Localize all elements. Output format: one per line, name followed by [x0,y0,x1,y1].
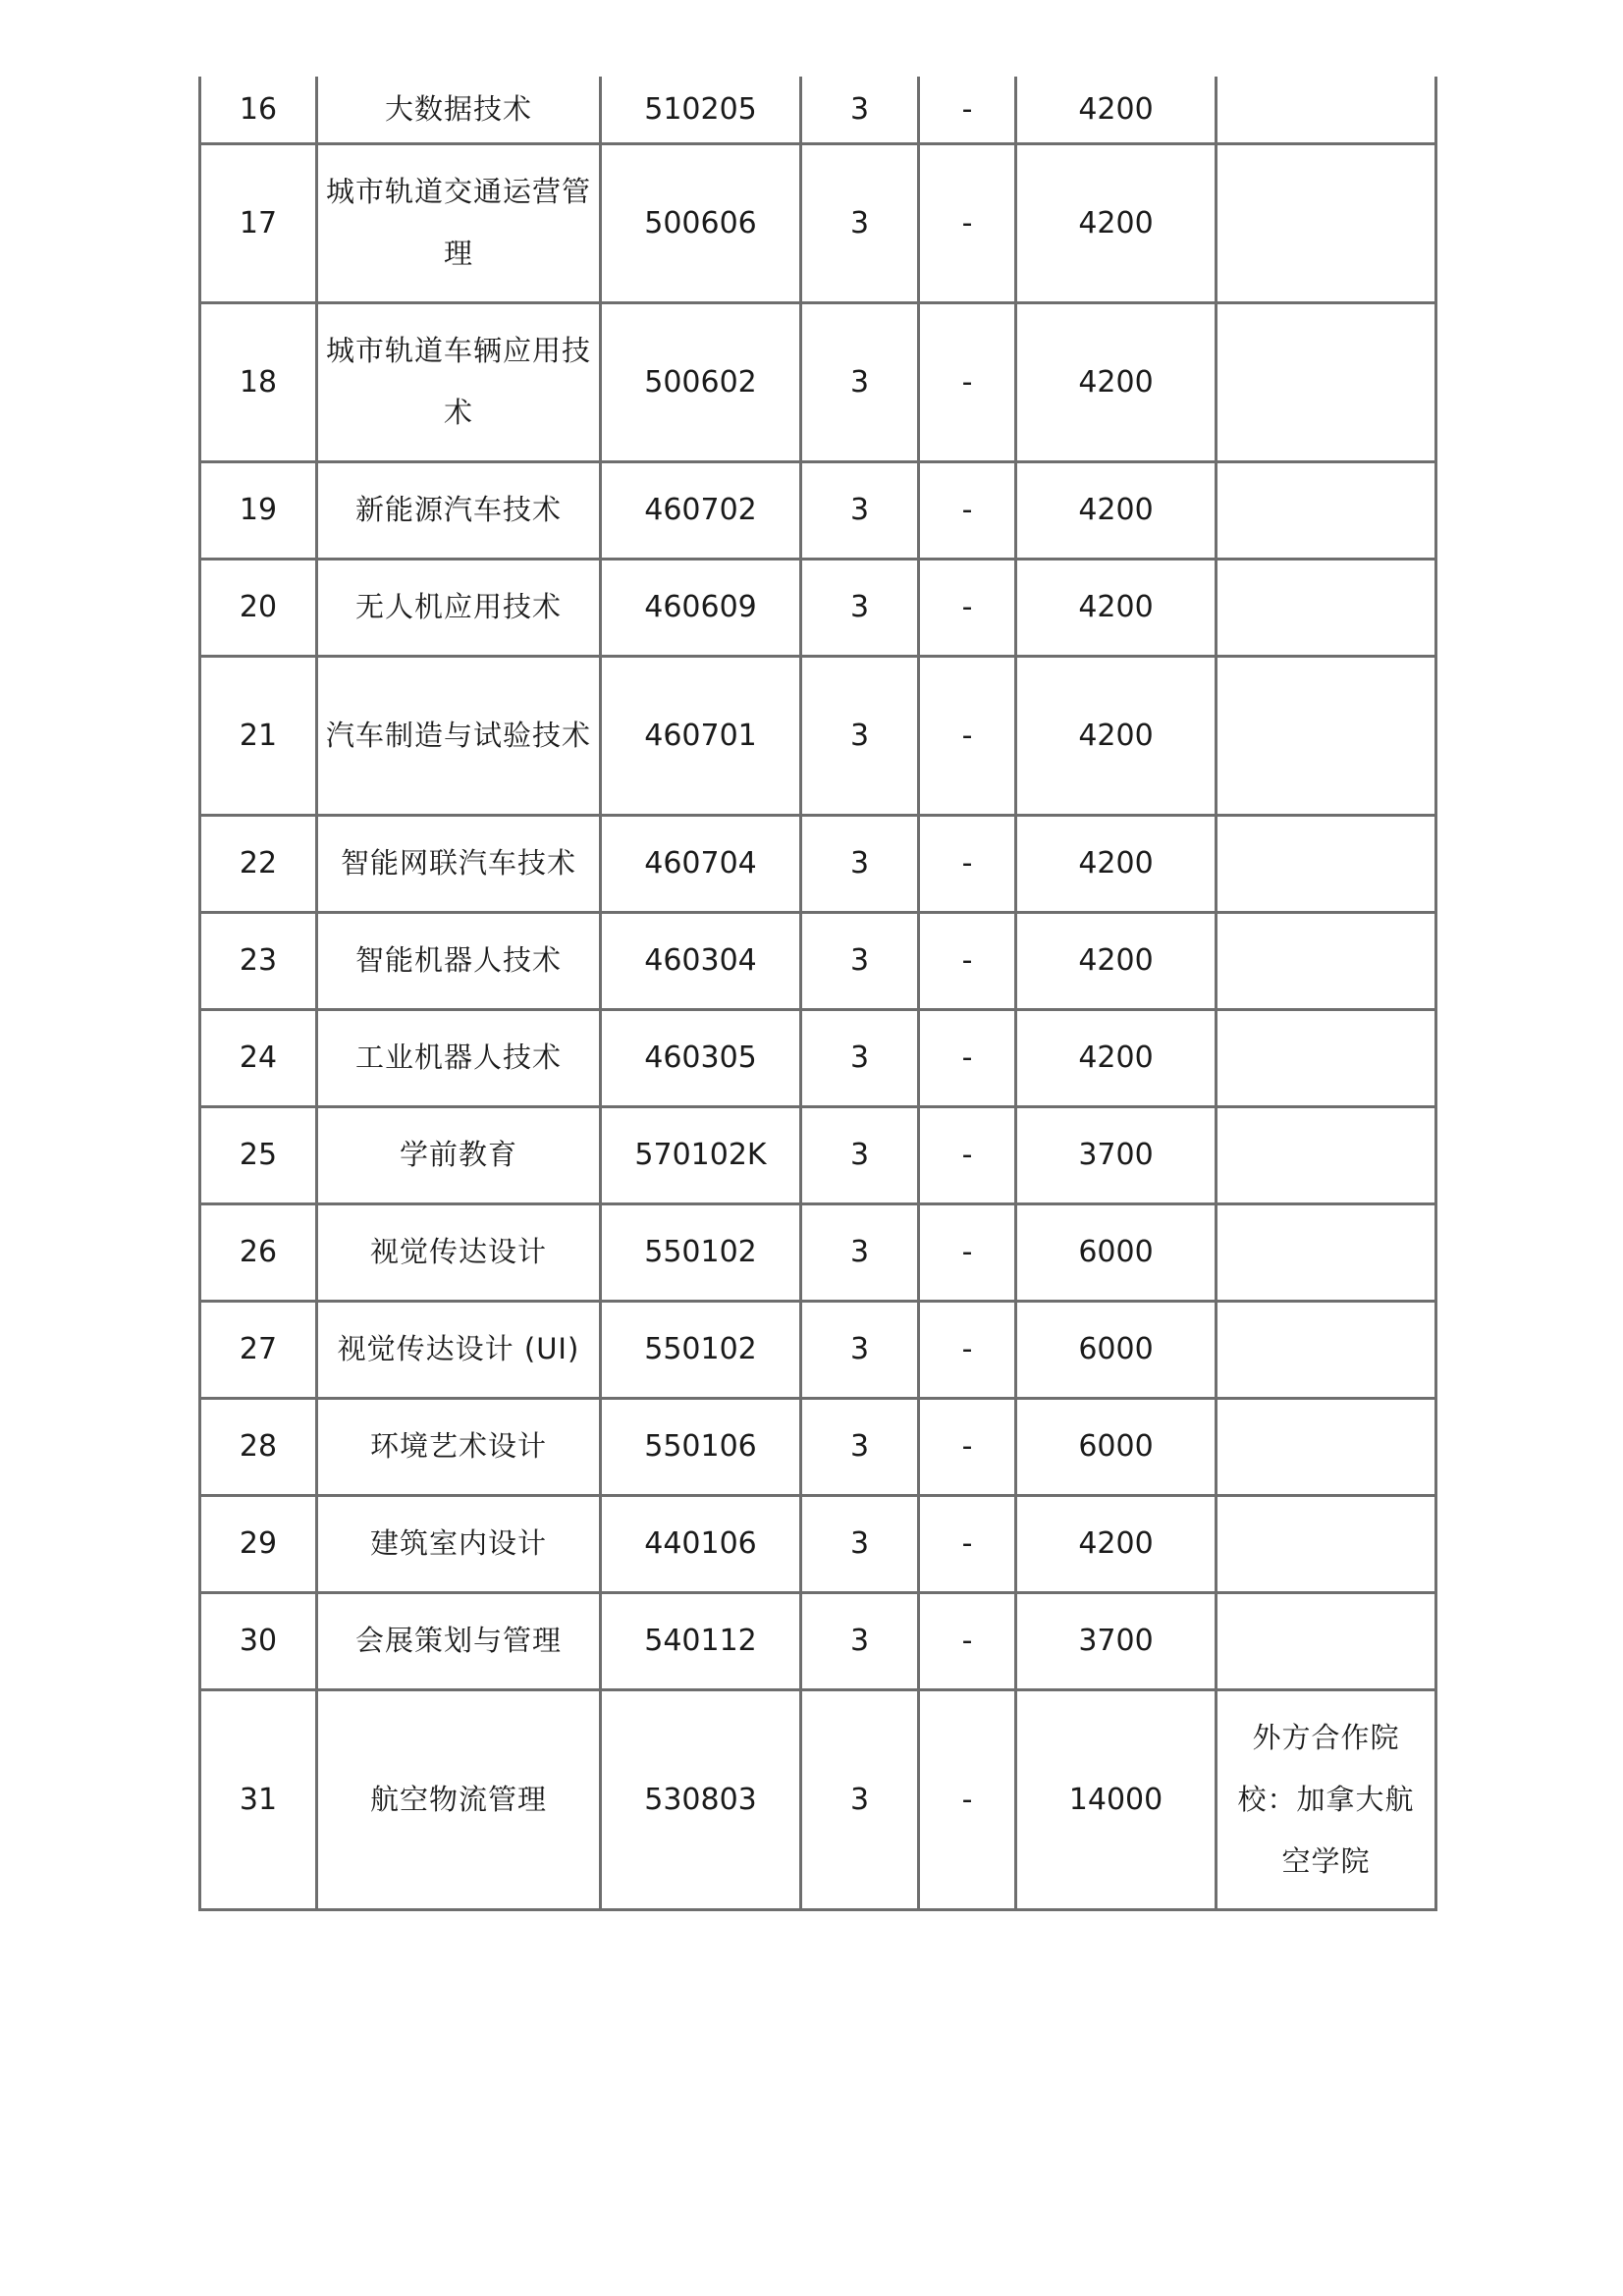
row-number: 19 [200,461,317,559]
major-name: 汽车制造与试验技术 [317,656,601,815]
major-name: 智能网联汽车技术 [317,815,601,912]
major-name: 建筑室内设计 [317,1495,601,1592]
row-number: 22 [200,815,317,912]
study-years: 3 [801,1592,919,1689]
tuition-fee: 4200 [1016,912,1217,1009]
dash-cell: - [919,1106,1016,1203]
remark [1217,77,1436,143]
study-years: 3 [801,1203,919,1301]
row-number: 29 [200,1495,317,1592]
tuition-fee: 4200 [1016,302,1217,461]
dash-cell: - [919,1495,1016,1592]
study-years: 3 [801,461,919,559]
row-number: 30 [200,1592,317,1689]
study-years: 3 [801,1689,919,1909]
row-number: 23 [200,912,317,1009]
dash-cell: - [919,1592,1016,1689]
dash-cell: - [919,302,1016,461]
remark [1217,461,1436,559]
major-name: 城市轨道车辆应用技术 [317,302,601,461]
dash-cell: - [919,77,1016,143]
dash-cell: - [919,912,1016,1009]
remark [1217,1495,1436,1592]
dash-cell: - [919,656,1016,815]
remark [1217,1009,1436,1106]
major-code: 460702 [601,461,801,559]
row-number: 20 [200,559,317,656]
tuition-fee: 4200 [1016,461,1217,559]
table-row [200,912,1436,1009]
dash-cell: - [919,143,1016,302]
tuition-fee: 6000 [1016,1301,1217,1398]
tuition-fee: 4200 [1016,77,1217,143]
study-years: 3 [801,656,919,815]
tuition-fee: 4200 [1016,1009,1217,1106]
study-years: 3 [801,77,919,143]
study-years: 3 [801,302,919,461]
major-code: 460704 [601,815,801,912]
row-number: 16 [200,77,317,143]
tuition-fee: 4200 [1016,143,1217,302]
programs-table [198,77,1437,1911]
study-years: 3 [801,143,919,302]
table-row [200,815,1436,912]
remark [1217,302,1436,461]
row-number: 27 [200,1301,317,1398]
table-row [200,559,1436,656]
major-name: 工业机器人技术 [317,1009,601,1106]
dash-cell: - [919,461,1016,559]
dash-cell: - [919,1398,1016,1495]
major-code: 460701 [601,656,801,815]
tuition-fee: 4200 [1016,559,1217,656]
row-number: 25 [200,1106,317,1203]
remark [1217,815,1436,912]
study-years: 3 [801,559,919,656]
row-number: 31 [200,1689,317,1909]
table-row [200,1495,1436,1592]
row-number: 17 [200,143,317,302]
row-number: 26 [200,1203,317,1301]
major-name: 大数据技术 [317,77,601,143]
tuition-fee: 3700 [1016,1106,1217,1203]
major-name: 学前教育 [317,1106,601,1203]
major-code: 460609 [601,559,801,656]
major-code: 460304 [601,912,801,1009]
major-code: 550106 [601,1398,801,1495]
major-name: 航空物流管理 [317,1689,601,1909]
tuition-fee: 4200 [1016,656,1217,815]
major-code: 510205 [601,77,801,143]
study-years: 3 [801,1106,919,1203]
remark [1217,1203,1436,1301]
remark [1217,656,1436,815]
major-code: 540112 [601,1592,801,1689]
major-name: 新能源汽车技术 [317,461,601,559]
major-code: 550102 [601,1301,801,1398]
remark [1217,1106,1436,1203]
table-row [200,1301,1436,1398]
row-number: 21 [200,656,317,815]
remark: 外方合作院校：加拿大航空学院 [1217,1689,1436,1909]
remark [1217,1592,1436,1689]
remark [1217,912,1436,1009]
study-years: 3 [801,1495,919,1592]
major-name: 视觉传达设计 (UI) [317,1301,601,1398]
tuition-fee: 4200 [1016,1495,1217,1592]
major-name: 会展策划与管理 [317,1592,601,1689]
tuition-fee: 6000 [1016,1398,1217,1495]
table-row [200,1689,1436,1909]
major-code: 530803 [601,1689,801,1909]
major-name: 城市轨道交通运营管理 [317,143,601,302]
row-number: 28 [200,1398,317,1495]
dash-cell: - [919,1009,1016,1106]
study-years: 3 [801,1009,919,1106]
dash-cell: - [919,1689,1016,1909]
table-row [200,1398,1436,1495]
tuition-fee: 3700 [1016,1592,1217,1689]
dash-cell: - [919,559,1016,656]
major-name: 智能机器人技术 [317,912,601,1009]
study-years: 3 [801,1398,919,1495]
row-number: 18 [200,302,317,461]
study-years: 3 [801,815,919,912]
dash-cell: - [919,1301,1016,1398]
remark [1217,143,1436,302]
major-code: 440106 [601,1495,801,1592]
tuition-fee: 14000 [1016,1689,1217,1909]
major-name: 环境艺术设计 [317,1398,601,1495]
table-row [200,143,1436,302]
table-row [200,461,1436,559]
remark [1217,1398,1436,1495]
study-years: 3 [801,1301,919,1398]
major-code: 500606 [601,143,801,302]
table-row [200,302,1436,461]
row-number: 24 [200,1009,317,1106]
major-name: 视觉传达设计 [317,1203,601,1301]
programs-table-body [200,77,1436,1909]
study-years: 3 [801,912,919,1009]
table-row [200,1592,1436,1689]
major-code: 570102K [601,1106,801,1203]
major-code: 550102 [601,1203,801,1301]
table-row [200,656,1436,815]
major-code: 500602 [601,302,801,461]
major-code: 460305 [601,1009,801,1106]
remark [1217,1301,1436,1398]
remark [1217,559,1436,656]
major-name: 无人机应用技术 [317,559,601,656]
table-row [200,1106,1436,1203]
table-row [200,1009,1436,1106]
table-row [200,1203,1436,1301]
dash-cell: - [919,815,1016,912]
tuition-fee: 4200 [1016,815,1217,912]
table-row [200,77,1436,143]
tuition-fee: 6000 [1016,1203,1217,1301]
dash-cell: - [919,1203,1016,1301]
